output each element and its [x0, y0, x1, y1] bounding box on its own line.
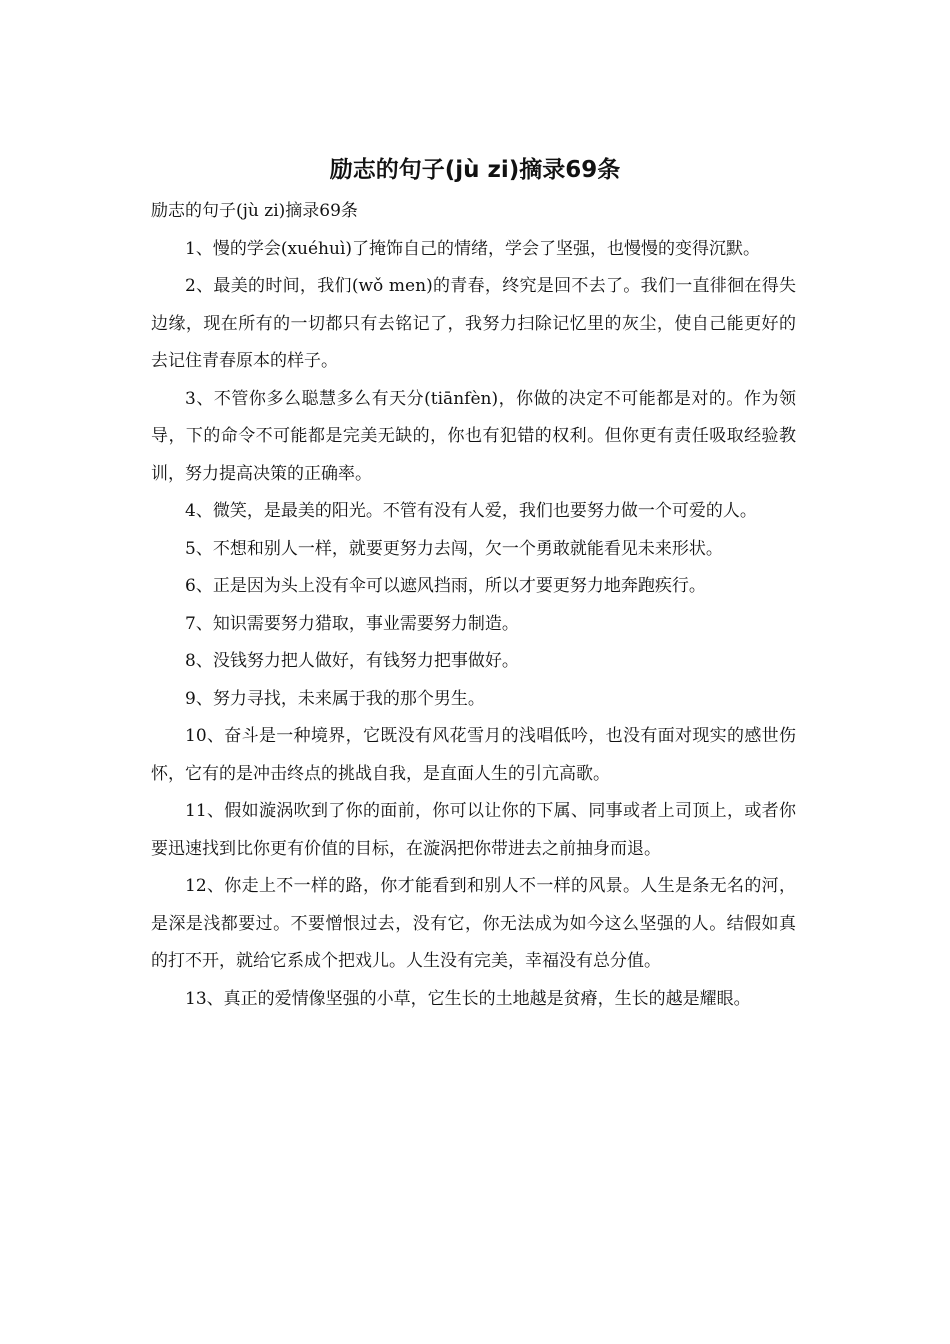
document-subtitle: 励志的句子(jù zi)摘录69条 — [151, 201, 358, 221]
paragraph-5: 5、不想和别人一样，就要更努力去闯，欠一个勇敢就能看见未来形状。 — [185, 538, 723, 559]
paragraph-11: 11、假如漩涡吹到了你的面前，你可以让你的下属、同事或者上司顶上，或者你要迅速找到比你更有价值的目标，在漩涡把你带进去之前抽身而退。 — [151, 801, 796, 859]
document-title: 励志的句子(jù zi)摘录69条 — [329, 157, 621, 183]
document-body — [151, 193, 796, 1018]
paragraph-7: 7、知识需要努力猎取，事业需要努力制造。 — [185, 613, 519, 634]
paragraph-9: 9、努力寻找，未来属于我的那个男生。 — [185, 688, 485, 709]
paragraph-13: 13、真正的爱情像坚强的小草，它生长的土地越是贫瘠，生长的越是耀眼。 — [185, 988, 751, 1009]
paragraph-1: 1、慢的学会(xuéhuì)了掩饰自己的情绪，学会了坚强，也慢慢的变得沉默。 — [185, 238, 761, 259]
paragraph-8: 8、没钱努力把人做好，有钱努力把事做好。 — [185, 651, 519, 671]
paragraph-2: 2、最美的时间，我们(wǒ men)的青春，终究是回不去了。我们一直徘徊在得失边缘，现在所有的一切都只有去铭记了，我努力扫除记忆里的灰尘，使自己能更好的去记住青春原本的样子。 — [151, 276, 796, 371]
paragraph-12: 12、你走上不一样的路，你才能看到和别人不一样的风景。人生是条无名的河，是深是浅都要过。不要憎恨过去，没有它，你无法成为如今这么坚强的人。结假如真的打不开，就给它系成个把戏儿。人生没有完美，幸福没有总分值。 — [151, 876, 796, 971]
paragraph-4: 4、微笑，是最美的阳光。不管有没有人爱，我们也要努力做一个可爱的人。 — [185, 501, 757, 521]
paragraph-3: 3、不管你多么聪慧多么有天分(tiānfèn)，你做的决定不可能都是对的。作为领导，下的命令不可能都是完美无缺的，你也有犯错的权利。但你更有责任吸取经验教训，努力提高决策的正确率。 — [151, 388, 796, 484]
paragraph-10: 10、奋斗是一种境界，它既没有风花雪月的浅唱低吟，也没有面对现实的感世伤怀，它有的是冲击终点的挑战自我，是直面人生的引亢高歌。 — [151, 726, 796, 784]
paragraph-6: 6、正是因为头上没有伞可以遮风挡雨，所以才要更努力地奔跑疾行。 — [185, 576, 706, 596]
